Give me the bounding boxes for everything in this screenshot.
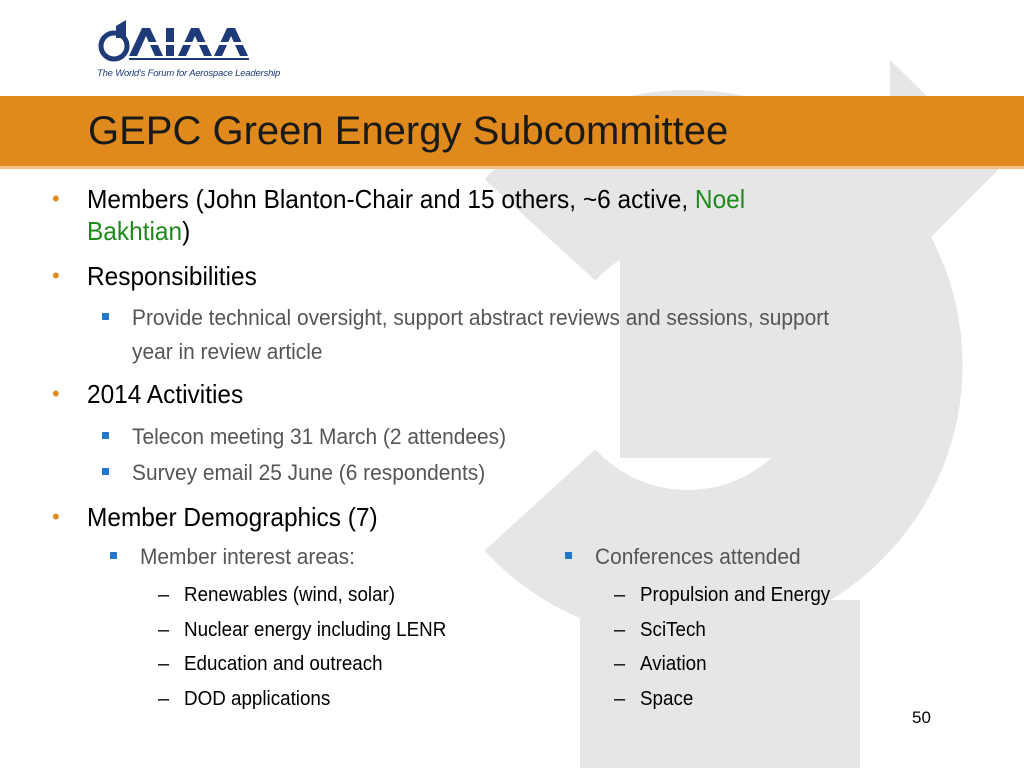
dash-bullet: – (614, 688, 626, 710)
square-bullet (102, 468, 109, 475)
square-bullet (102, 432, 109, 439)
members-line-2 (87, 215, 190, 247)
responsibilities-heading: Responsibilities (87, 261, 257, 291)
dash-bullet: – (158, 584, 170, 606)
members-highlight-name-second: Bakhtian (87, 216, 183, 246)
members-line (87, 183, 745, 215)
square-bullet (110, 552, 117, 559)
dash-bullet: – (614, 653, 626, 675)
conference-item: Propulsion and Energy (640, 584, 831, 606)
activities-heading: 2014 Activities (87, 379, 244, 409)
interest-item: Renewables (wind, solar) (184, 584, 396, 606)
members-close: ) (182, 216, 191, 246)
bullet-dot: • (52, 504, 60, 529)
bullet-dot: • (52, 263, 60, 288)
dash-bullet: – (158, 688, 170, 710)
responsibilities-item-line1: Provide technical oversight, support abstract reviews and sessions, support (132, 305, 830, 330)
activity-item: Telecon meeting 31 March (2 attendees) (132, 424, 507, 449)
conference-item: SciTech (640, 619, 706, 641)
activity-item: Survey email 25 June (6 respondents) (132, 460, 486, 485)
logo-tagline: The World's Forum for Aerospace Leadership (97, 68, 281, 79)
responsibilities-item-line2: year in review article (132, 339, 323, 364)
dash-bullet: – (158, 619, 170, 641)
interest-item: Nuclear energy including LENR (184, 619, 447, 641)
bullet-dot: • (52, 381, 60, 406)
dash-bullet: – (614, 584, 626, 606)
interest-heading: Member interest areas: (140, 544, 355, 569)
dash-bullet: – (614, 619, 626, 641)
dash-bullet: – (158, 653, 170, 675)
members-text: Members (John Blanton-Chair and 15 others, ~6 active, (87, 184, 695, 214)
interest-item: Education and outreach (184, 653, 383, 675)
conferences-heading: Conferences attended (595, 544, 801, 569)
members-highlight-name-first: Noel (694, 184, 746, 214)
demographics-heading: Member Demographics (7) (87, 502, 378, 532)
bullet-dot: • (52, 186, 60, 211)
slide-title: GEPC Green Energy Subcommittee (88, 109, 729, 153)
square-bullet (565, 552, 572, 559)
conference-item: Space (640, 688, 694, 710)
square-bullet (102, 313, 109, 320)
interest-item: DOD applications (184, 688, 331, 710)
conference-item: Aviation (640, 653, 707, 675)
title-bar-shadow (0, 166, 1024, 169)
page-number: 50 (912, 708, 931, 727)
